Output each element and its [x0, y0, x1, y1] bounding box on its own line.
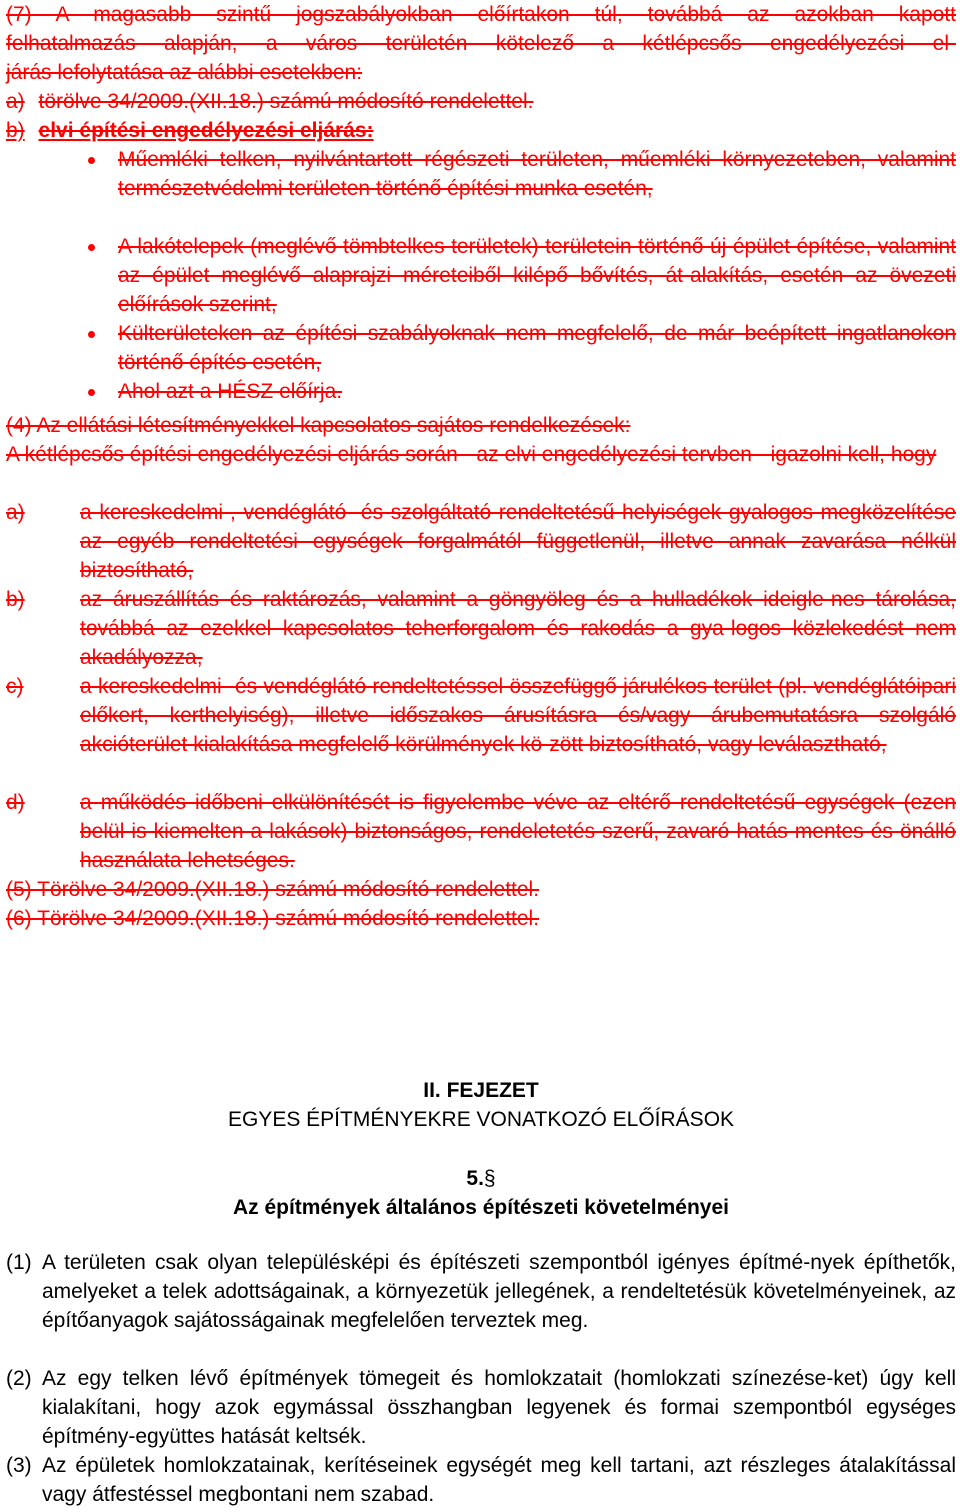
list-item	[6, 377, 956, 406]
bullet-text: Műemléki telken, nyilvántartott régészeti területen, műemléki környezeteben, valamint természetvédelmi területen történő építési munka esetén,	[118, 148, 956, 200]
item-label: b)	[6, 119, 25, 142]
deleted-paragraph-4-heading	[6, 411, 630, 440]
chapter-number: II. FEJEZET	[423, 1079, 539, 1102]
chapter-heading	[6, 1076, 956, 1134]
bullet-icon	[88, 157, 95, 164]
item-label: a)	[6, 90, 25, 113]
paragraph	[6, 1364, 956, 1451]
deleted-item-b	[6, 116, 374, 145]
bullet-text: Külterületeken az építési szabályoknak nem megfelelő, de már beépített ingatlanokon történő építés esetén,	[118, 322, 956, 374]
bullet-icon	[88, 244, 95, 251]
chapter-title: EGYES ÉPÍTMÉNYEKRE VONATKOZÓ ELŐÍRÁSOK	[227, 1108, 735, 1131]
section-number-line	[6, 1164, 956, 1193]
text-line: (7) A magasabb szintű jogszabályokban előírtakon túl, továbbá az azokban kapott	[6, 3, 956, 26]
list-item	[6, 498, 956, 585]
paragraph-text: Az egy telken lévő építmények tömegeit és homlokzatait (homlokzati színezése-ket) úgy kell kialakítani, hogy azok egymással összhangban legyenek és formai szempontból egységes építmény-együttes hatását keltsék.	[42, 1367, 956, 1448]
bullet-icon	[88, 331, 95, 338]
deleted-paragraph-7	[6, 0, 956, 87]
paragraph-text: (6) Törölve 34/2009.(XII.18.) számú módosító rendelettel.	[6, 907, 540, 930]
list-item	[6, 232, 956, 319]
paragraph-label: (1)	[6, 1251, 32, 1274]
item-label: a)	[6, 501, 25, 524]
item-text: törölve 34/2009.(XII.18.) számú módosító rendelettel.	[38, 90, 534, 113]
list-item	[6, 585, 956, 672]
item-label: c)	[6, 675, 24, 698]
deleted-item-a	[6, 87, 533, 116]
section-sign: §	[483, 1167, 496, 1190]
section-paragraphs	[6, 1248, 956, 1509]
text-line: járás lefolytatása az alábbi esetekben:	[6, 61, 363, 84]
list-item	[6, 672, 956, 788]
paragraph-text: A területen csak olyan településképi és építészeti szempontból igényes építmé-nyek építhetők, amelyeket a telek adottságainak, a környezetük jellegének, a rendeltetésük követelményeinek, az építőanyagok sajátosságainak megfelelően terveztek meg.	[42, 1251, 956, 1332]
paragraph-label: (3)	[6, 1454, 32, 1477]
item-text: az áruszállítás és raktározás, valamint a göngyöleg és a hulladékok ideigle-nes tárolása, továbbá az ezekkel kapcsolatos teherforgalom és rakodás a gya-logos közlekedést nem akadályozza,	[80, 588, 956, 669]
deleted-paragraph-5	[6, 875, 539, 904]
intro-text: A kétlépcsős építési engedélyezési eljárás során - az elvi engedélyezési tervben - igazolni kell, hogy	[6, 443, 937, 466]
deleted-item-list	[6, 498, 956, 875]
section-heading	[6, 1164, 956, 1222]
list-item	[6, 788, 956, 875]
paragraph	[6, 1248, 956, 1364]
section-title: Az építmények általános építészeti követelményei	[232, 1196, 730, 1219]
item-text: elvi építési engedélyezési eljárás:	[38, 119, 374, 142]
paragraph-text: Az épületek homlokzatainak, kerítéseinek egységét meg kell tartani, azt részleges átalakítással vagy átfestéssel megbontani nem szabad.	[42, 1454, 956, 1506]
item-text: a működés időbeni elkülönítését is figyelembe véve az eltérő rendeltetésű egységek (ezen belül is kiemelten a lakások) biztonságos, rendeletetés-szerű, zavaró hatás mentes és önálló használata lehetséges.	[80, 791, 956, 872]
paragraph-label: (2)	[6, 1367, 32, 1390]
heading-text: (4) Az ellátási létesítményekkel kapcsolatos sajátos rendelkezések:	[6, 414, 631, 437]
bullet-text: A lakótelepek (meglévő tömbtelkes területek) területein történő új épület építése, valamint az épület meglévő alaprajzi méreteiből kilépő bővítés, át-alakítás, esetén az övezeti előírások szerint,	[118, 235, 956, 316]
item-label: b)	[6, 588, 25, 611]
item-label: d)	[6, 791, 25, 814]
item-text: a kereskedelmi- és vendéglátó rendeltetéssel összefüggő járulékos terület (pl. vendéglátóipari előkert, kerthelyiség), illetve időszakos árusításra és/vagy árubemutatásra szolgáló akcióterület kialakítása megfelelő körülmények kö-zött biztosítható, vagy leválasztható,	[80, 675, 956, 756]
deleted-bullet-list	[6, 145, 956, 406]
paragraph-text: (5) Törölve 34/2009.(XII.18.) számú módosító rendelettel.	[6, 878, 540, 901]
paragraph	[6, 1451, 956, 1509]
bullet-icon	[88, 389, 95, 396]
bullet-text: Ahol azt a HÉSZ előírja.	[118, 380, 343, 403]
deleted-paragraph-4-intro	[6, 440, 956, 498]
list-item	[6, 145, 956, 232]
list-item	[6, 319, 956, 377]
deleted-paragraph-6	[6, 904, 539, 933]
text-line: felhatalmazás alapján, a város területén kötelező a kétlépcsős engedélyezési el-	[6, 32, 956, 55]
item-text: a kereskedelmi-, vendéglátó- és szolgáltató rendeltetésű helyiségek gyalogos megközelítése az egyéb rendeltetési egységek forgalmától függetlenül, illetve annak zavarása nélkül biztosítható,	[80, 501, 956, 582]
section-number: 5.	[466, 1167, 484, 1190]
